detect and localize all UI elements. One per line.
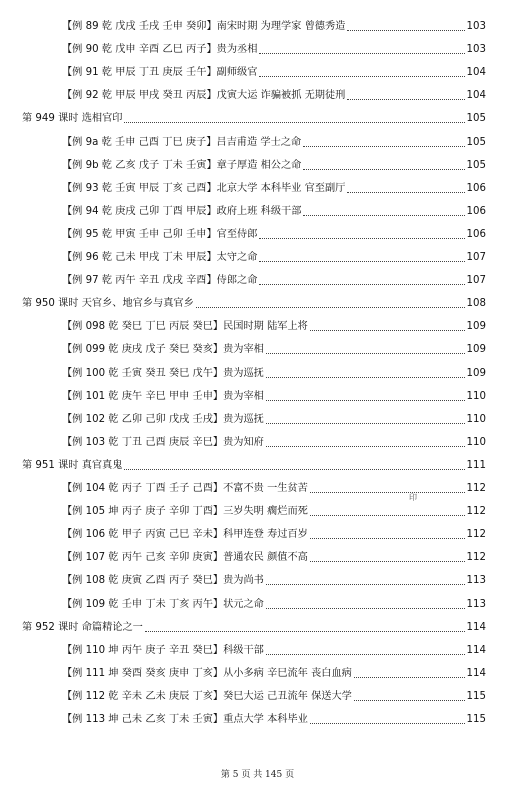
- toc-page-number: 104: [466, 67, 486, 79]
- dot-leader: [266, 584, 465, 585]
- toc-page-number: 114: [466, 644, 486, 656]
- toc-entry-title: 第 949 课时 选相官印: [22, 113, 123, 125]
- dot-leader: [266, 377, 465, 378]
- toc-section-heading: [22, 295, 486, 311]
- toc-entry: [62, 180, 486, 196]
- toc-entry: [62, 134, 486, 150]
- dot-leader: [354, 677, 465, 678]
- dot-leader: [196, 307, 465, 308]
- toc-entry: [62, 64, 486, 80]
- dot-leader: [266, 608, 465, 609]
- dot-leader: [259, 76, 464, 77]
- toc-page-number: 103: [466, 44, 486, 56]
- toc-entry-title: 【例 105 坤 丙子 庚子 辛卯 丁酉】三岁失明 瘸烂而死: [62, 506, 308, 518]
- toc-page-number: 115: [466, 690, 486, 702]
- toc-entry: [62, 365, 486, 381]
- toc-entry: [62, 249, 486, 265]
- toc-section-heading: [22, 457, 486, 473]
- toc-section-heading: [22, 110, 486, 126]
- toc-entry: [62, 41, 486, 57]
- toc-page-number: 110: [466, 390, 486, 402]
- toc-page-number: 107: [466, 252, 486, 263]
- toc-entry-title: 【例 94 乾 庚戌 己卯 丁酉 甲辰】政府上班 科级干部: [62, 205, 302, 217]
- toc-entry: [62, 434, 486, 450]
- dot-leader: [145, 631, 465, 632]
- toc-entry-title: 【例 97 乾 丙午 辛丑 戊戌 辛酉】侍郎之命: [62, 275, 258, 287]
- toc-entry-title: 【例 100 乾 壬寅 癸丑 癸巳 戊午】贵为巡抚: [62, 367, 264, 379]
- toc-page-number: 110: [466, 436, 486, 448]
- toc-entry-title: 【例 108 乾 庚寅 乙酉 丙子 癸巳】贵为尚书: [62, 575, 264, 587]
- dot-leader: [347, 192, 464, 193]
- toc-entry: [62, 711, 486, 727]
- toc-page-number: 109: [466, 367, 486, 379]
- toc-entry-title: 【例 098 乾 癸巳 丁巳 丙辰 癸巳】民国时期 陆军上将: [62, 321, 308, 333]
- toc-page-number: 105: [466, 159, 486, 171]
- dot-leader: [347, 99, 464, 100]
- dot-leader: [303, 146, 464, 147]
- toc-page-number: 106: [466, 205, 486, 217]
- toc-entry: [62, 480, 486, 496]
- toc-entry-title: 第 950 课时 天官乡、地官乡与真官乡: [22, 298, 194, 310]
- dot-leader: [310, 330, 465, 331]
- dot-leader: [310, 538, 465, 539]
- toc-page-number: 109: [466, 321, 486, 333]
- dot-leader: [303, 169, 464, 170]
- toc-entry-title: 【例 113 坤 己未 乙亥 丁未 壬寅】重点大学 本科毕业: [62, 714, 308, 725]
- toc-page-number: 106: [466, 182, 486, 194]
- toc-entry-title: 【例 9a 乾 壬申 己酉 丁巳 庚子】吕吉甫造 学士之命: [62, 136, 302, 148]
- toc-entry: [62, 203, 486, 219]
- toc-entry-title: 【例 101 乾 庚午 辛巳 甲申 壬申】贵为宰相: [62, 390, 264, 402]
- dot-leader: [354, 700, 465, 701]
- toc-page-number: 113: [466, 598, 486, 610]
- toc-entry-title: 【例 96 乾 己未 甲戌 丁未 甲辰】太守之命: [62, 252, 258, 263]
- toc-entry-title: 【例 110 坤 丙午 庚子 辛丑 癸巳】科级干部: [62, 644, 264, 656]
- toc-entry-title: 【例 109 乾 壬申 丁未 丁亥 丙午】状元之命: [62, 598, 264, 610]
- toc-page-number: 115: [466, 714, 486, 725]
- toc-page-number: 114: [466, 667, 486, 679]
- toc-entry-title: 【例 107 乾 丙午 己亥 辛卯 庚寅】普通农民 颜值不高: [62, 552, 308, 564]
- toc-page-number: 105: [466, 113, 486, 125]
- toc-page-number: 107: [466, 275, 486, 287]
- dot-leader: [303, 215, 464, 216]
- toc-entry-title: 第 952 课时 命篇精论之一: [22, 621, 143, 633]
- toc-page-number: 112: [466, 483, 486, 494]
- toc-entry-title: 【例 90 乾 戊申 辛酉 乙巳 丙子】贵为丞相: [62, 44, 258, 56]
- toc-page-number: 113: [466, 575, 486, 587]
- toc-entry: [62, 665, 486, 681]
- toc-page-number: 105: [466, 136, 486, 148]
- toc-entry: [62, 388, 486, 404]
- toc-entry: [62, 642, 486, 658]
- toc-entry-title: 【例 91 乾 甲辰 丁丑 庚辰 壬午】副师级官: [62, 67, 258, 79]
- dot-leader: [266, 353, 465, 354]
- toc-entry-title: 【例 95 乾 甲寅 壬申 己卯 壬申】官至侍郎: [62, 228, 258, 240]
- toc-entry: [62, 272, 486, 288]
- small-stamp-mark: 印: [409, 493, 417, 502]
- toc-page-number: 106: [466, 228, 486, 240]
- dot-leader: [259, 53, 464, 54]
- dot-leader: [124, 122, 464, 123]
- dot-leader: [259, 284, 464, 285]
- dot-leader: [266, 654, 465, 655]
- toc-entry-title: 第 951 课时 真官真鬼: [22, 459, 123, 471]
- toc-entry-title: 【例 112 乾 辛未 乙未 庚辰 丁亥】癸巳大运 己丑流年 保送大学: [62, 690, 352, 702]
- toc-page-number: 111: [466, 459, 486, 471]
- page-footer: 第 5 页 共 145 页: [220, 770, 295, 780]
- toc-entry: [62, 503, 486, 519]
- toc-entry-title: 【例 104 乾 丙子 丁酉 壬子 己酉】不富不贵 一生贫苦: [62, 483, 308, 494]
- toc-entry: [62, 688, 486, 704]
- toc-entry: [62, 87, 486, 103]
- toc-page-number: 108: [466, 298, 486, 310]
- toc-page-number: 110: [466, 413, 486, 425]
- dot-leader: [310, 515, 465, 516]
- toc-entry-title: 【例 93 乾 壬寅 甲辰 丁亥 己酉】北京大学 本科毕业 官至副厅: [62, 182, 346, 194]
- toc-section-heading: [22, 619, 486, 635]
- toc-entry: [62, 549, 486, 565]
- toc-page-number: 112: [466, 529, 486, 541]
- toc-page-number: 112: [466, 506, 486, 518]
- toc-entry-title: 【例 9b 乾 乙亥 戊子 丁未 壬寅】章子厚造 相公之命: [62, 159, 302, 171]
- toc-page-number: 103: [466, 21, 486, 32]
- toc-entry: [62, 411, 486, 427]
- toc-entry-title: 【例 106 乾 甲子 丙寅 己巳 辛未】科甲连登 寿过百岁: [62, 529, 308, 541]
- toc-page-number: 112: [466, 552, 486, 564]
- dot-leader: [310, 723, 465, 724]
- dot-leader: [266, 446, 465, 447]
- toc-entry: [62, 318, 486, 334]
- toc-entry: [62, 526, 486, 542]
- toc-entry-title: 【例 92 乾 甲辰 甲戌 癸丑 丙辰】戊寅大运 诈骗被抓 无期徒刑: [62, 90, 346, 102]
- dot-leader: [266, 400, 465, 401]
- toc-entry: [62, 596, 486, 612]
- toc-entry-title: 【例 103 乾 丁丑 己酉 庚辰 辛巳】贵为知府: [62, 436, 264, 448]
- dot-leader: [310, 492, 465, 493]
- toc-entry-title: 【例 111 坤 癸酉 癸亥 庚申 丁亥】从小多病 辛巳流年 丧白血病: [62, 667, 352, 679]
- toc-entry: [62, 18, 486, 34]
- toc-entry: [62, 341, 486, 357]
- dot-leader: [259, 238, 464, 239]
- toc-entry: [62, 157, 486, 173]
- toc-entry-title: 【例 89 乾 戊戌 壬戌 壬申 癸卯】南宋时期 为理学家 曾德秀造: [62, 21, 346, 32]
- toc-page-number: 109: [466, 344, 486, 356]
- toc-page-number: 104: [466, 90, 486, 102]
- dot-leader: [266, 423, 465, 424]
- dot-leader: [310, 561, 465, 562]
- dot-leader: [124, 469, 464, 470]
- toc-entry-title: 【例 099 乾 庚戌 戊子 癸巳 癸亥】贵为宰相: [62, 344, 264, 356]
- dot-leader: [259, 261, 464, 262]
- toc-page-number: 114: [466, 621, 486, 633]
- toc-entry: [62, 226, 486, 242]
- toc-entry: [62, 572, 486, 588]
- dot-leader: [347, 30, 464, 31]
- toc-entry-title: 【例 102 乾 乙卯 己卯 戊戌 壬戌】贵为巡抚: [62, 413, 264, 425]
